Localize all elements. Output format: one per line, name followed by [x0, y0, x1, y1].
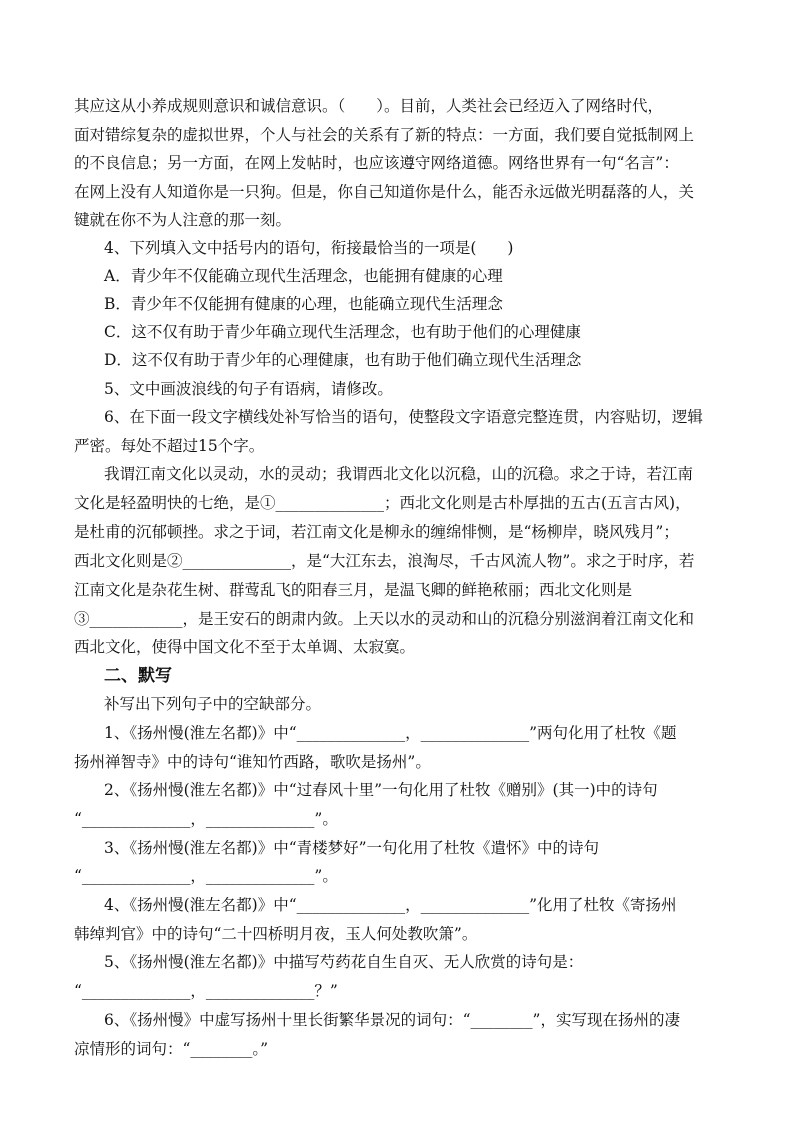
option-a: A．青少年不仅能确立现代生活理念，也能拥有健康的心理	[104, 267, 503, 285]
q6-passage-line: 我谓江南文化以灵动，水的灵动；我谓西北文化以沉稳，山的沉稳。求之于诗，若江南	[104, 465, 694, 483]
passage-line: 的不良信息；另一方面，在网上发帖时，也应该遵守网络道德。网络世界有一句“名言”：	[74, 154, 679, 172]
passage-line: 键就在你不为人注意的那一刻。	[74, 211, 292, 229]
section-2-intro: 补写出下列句子中的空缺部分。	[104, 695, 322, 713]
option-d: D．这不仅有助于青少年的心理健康，也有助于他们确立现代生活理念	[104, 351, 582, 369]
dictation-line: 5、《扬州慢(淮左名都)》中描写芍药花自生自灭、无人欣赏的诗句是：	[104, 953, 584, 971]
option-c: C．这不仅有助于青少年确立现代生活理念，也有助于他们的心理健康	[104, 323, 581, 341]
dictation-line: “______________，______________？”	[74, 982, 338, 1000]
q6-passage-line: ③____________，是王安石的朗肃内敛。上天以水的灵动和山的沉稳分别滋润着江南文化和	[74, 610, 695, 628]
question-6-line: 严密。每处不超过15个字。	[74, 437, 265, 455]
section-2-title: 二、默写	[104, 666, 172, 686]
q6-passage-line: 西北文化则是②______________，是“大江东去，浪淘尽，千古风流人物”。求之于时序，若	[74, 552, 695, 570]
dictation-line: 3、《扬州慢(淮左名都)》中“青楼梦好”一句化用了杜牧《遣怀》中的诗句	[104, 839, 600, 857]
dictation-line: 6、《扬州慢》中虚写扬州十里长街繁华景况的词句：“________”，实写现在扬州的凄	[104, 1011, 680, 1029]
dictation-line: 4、《扬州慢(淮左名都)》中“______________，______________”化用了杜牧《寄扬州	[104, 896, 677, 914]
question-6-line: 6、在下面一段文字横线处补写恰当的语句，使整段文字语意完整连贯，内容贴切，逻辑	[104, 408, 703, 426]
dictation-line: “______________，______________”。	[74, 867, 338, 885]
dictation-line: “______________，______________”。	[74, 810, 338, 828]
passage-line: 其应这从小养成规则意识和诚信意识。（ ）。目前，人类社会已经迈入了网络时代，	[74, 97, 664, 115]
q6-passage-line: 文化是轻盈明快的七绝，是①______________；西北文化则是古朴厚拙的五古(五言古风)，	[74, 494, 691, 512]
q6-passage-line: 是杜甫的沉郁顿挫。求之于词，若江南文化是柳永的缠绵悱恻，是“杨柳岸，晓风残月”；	[74, 523, 679, 541]
dictation-line: 1、《扬州慢(淮左名都)》中“______________，______________”两句化用了杜牧《题	[104, 724, 677, 742]
question-5: 5、文中画波浪线的句子有语病，请修改。	[104, 380, 393, 398]
passage-line: 在网上没有人知道你是一只狗。但是，你自己知道你是什么，能否永远做光明磊落的人，关	[74, 183, 695, 201]
q6-passage-line: 江南文化是杂花生树、群莺乱飞的阳春三月，是温飞卿的鲜艳秾丽；西北文化则是	[74, 581, 633, 599]
dictation-line: 扬州禅智寺》中的诗句“谁知竹西路，歌吹是扬州”。	[74, 753, 431, 771]
option-b: B．青少年不仅能拥有健康的心理，也能确立现代生活理念	[104, 295, 503, 313]
passage-line: 面对错综复杂的虚拟世界，个人与社会的关系有了新的特点：一方面，我们要自觉抵制网上	[74, 126, 695, 144]
dictation-line: 韩绰判官》中的诗句“二十四桥明月夜，玉人何处教吹箫”。	[74, 925, 478, 943]
dictation-line: 凉情形的词句：“________。”	[74, 1040, 269, 1058]
question-4-stem: 4、下列填入文中括号内的语句，衔接最恰当的一项是( )	[104, 239, 514, 257]
dictation-line: 2、《扬州慢(淮左名都)》中“过春风十里”一句化用了杜牧《赠别》(其一)中的诗句	[104, 781, 658, 799]
q6-passage-line: 西北文化，使得中国文化不至于太单调、太寂寞。	[74, 638, 416, 656]
